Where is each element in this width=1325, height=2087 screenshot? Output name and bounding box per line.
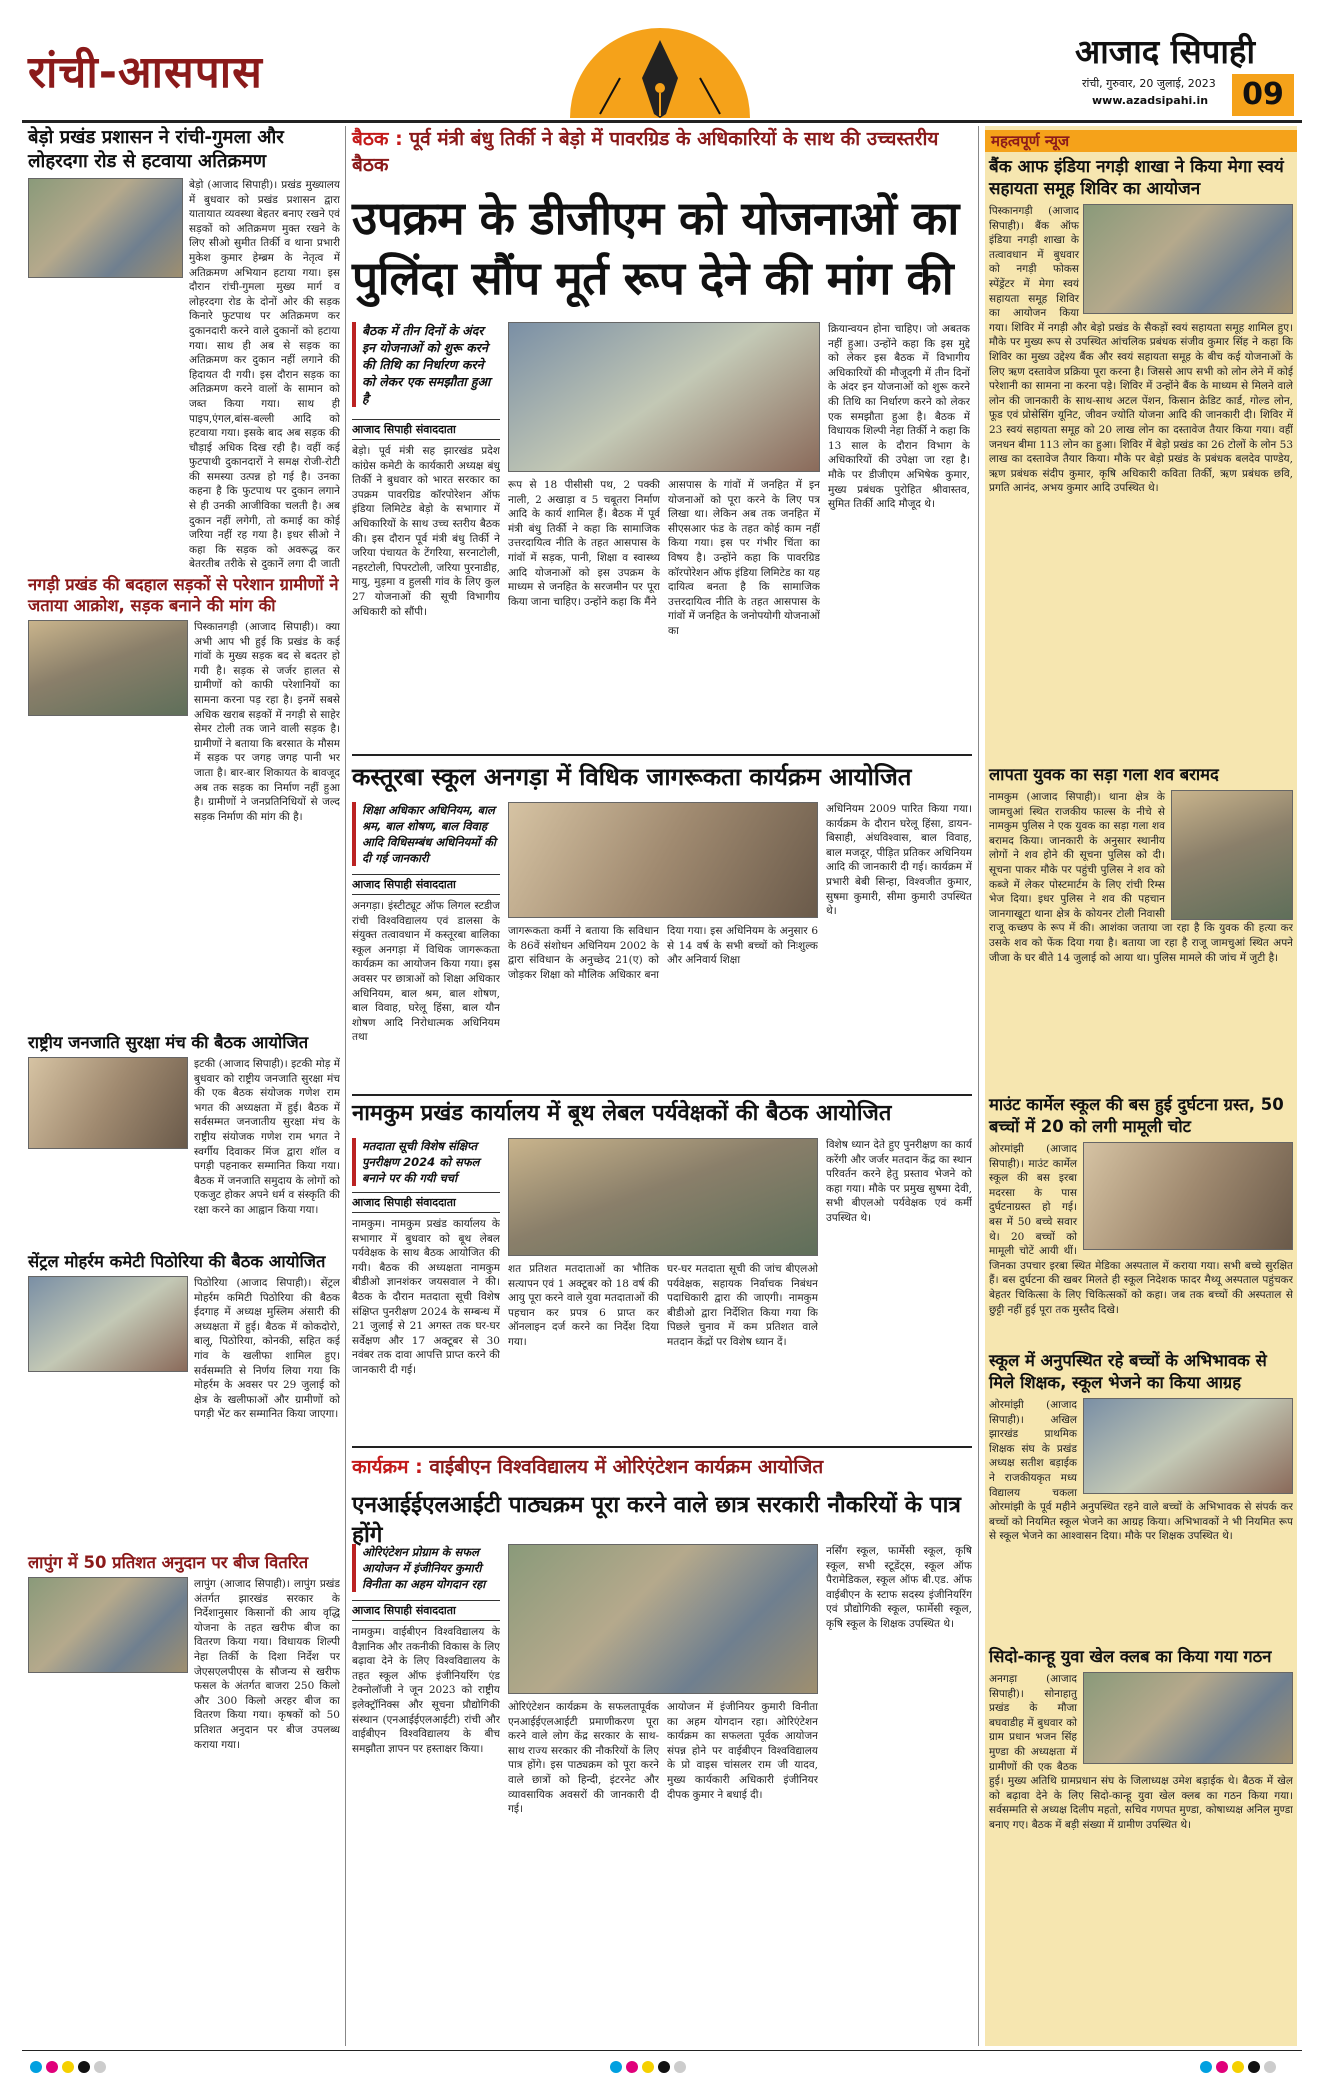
headline-vbu[interactable]: एनआईईएलआईटी पाठ्यक्रम पूरा करने वाले छात्र सरकारी नौकरियों के पात्र होंगे xyxy=(352,1492,961,1548)
body-kasturba-1: अनगड़ा। इंस्टीट्यूट ऑफ लिगल स्टडीज रांची विश्वविद्यालय एवं डालसा के संयुक्त तत्वावधान में कस्तूरबा बालिका स्कूल अनगड़ा में विधिक जागरूकता कार्यक्रम का आयोजन किया गया। इस अवसर पर छात्राओं को शिक्षा अधिकार अधिनियम, बाल श्रम, बाल शोषण, बाल विवाह, घरेलू हिंसा, बाल यौन शोषण आदि निरोधात्मक अधिनियम तथा xyxy=(352,900,500,1044)
body-vbu-4: नर्सिंग स्कूल, फार्मेसी स्कूल, कृषि स्कूल, सभी स्टूडेंट्स, स्कूल ऑफ पैरामेडिकल, स्कूल ऑफ बी.एड. ऑफ वाईबीएन के स्टाफ सदस्य इंजीनियरिंग एवं प्रौद्योगिकी स्कूल, फार्मेसी स्कूल, कृषि स्कूल के शिक्षक उपस्थित थे। xyxy=(826,1545,972,1630)
registration-marks-center xyxy=(610,2058,690,2077)
body-sports-club-text: अनगड़ा (आजाद सिपाही)। सोनाहातु प्रखंड के मौजा बघवाडीह में बुधवार को ग्राम प्रधान भजन सिंह मुण्डा की अध्यक्षता में ग्रामीणों की एक बैठक हुई। मुख्य अतिथि ग्रामप्रधान संघ के जिलाध्यक्ष उमेश बड़ाईक थे। बैठक में खेल को बढ़ावा देने के लिए सिदो-कान्हू युवा खेल क्लब का गठन किया गया। सर्वसम्मति से अध्यक्ष दिलीप महतो, सचिव गणपत मुण्डा, कोषाध्यक्ष अनिल मुण्डा बनाए गए। बैठक में बड़ी संख्या में ग्रामीण उपस्थित थे। xyxy=(989,1673,1293,1831)
photo-seed-distribution xyxy=(28,1577,188,1673)
kicker-label: बैठक : xyxy=(352,128,403,150)
kicker-vbu-label: कार्यक्रम : xyxy=(352,1456,423,1478)
body-powergrid-2: रूप से 18 पीसीसी पथ, 2 पक्की नाली, 2 अखाड़ा व 5 चबूतरा निर्माण आदि के कार्य शामिल हैं। बैठक में पूर्व मंत्री बंधु तिर्की ने कहा कि सामाजिक उत्तरदायित्व नीति के तहत आसपास के गांवों में सड़क, पानी, शिक्षा व स्वास्थ्य आदि योजनाओं को इस उपक्रम के माध्यम से जनहित के सरजमीन पर पूरा किया जाना चाहिए। उन्होंने कहा कि मैंने xyxy=(508,479,660,608)
body-vbu-1: नामकुम। वाईबीएन विश्वविद्यालय के वैज्ञानिक और तकनीकी विकास के लिए बढ़ावा देने के लिए विश्वविद्यालय के तहत स्कूल ऑफ इंजीनियरिंग एंड टेक्नोलॉजी ने जून 2023 को राष्ट्रीय इलेक्ट्रॉनिक्स और सूचना प्रौद्योगिकी संस्थान (एनआईईएलआईटी) रांची और वाईबीएन विश्वविद्यालय के बीच समझौता ज्ञापन पर हस्ताक्षर किया। xyxy=(352,1626,500,1755)
headline-nagdi-roads[interactable]: नगड़ी प्रखंड की बदहाल सड़कों से परेशान ग्रामीणों ने जताया आक्रोश, सड़क बनाने की मांग की xyxy=(28,575,339,615)
body-vbu-2: ओरिएंटेशन कार्यक्रम के सफलतापूर्वक एनआईईएलआईटी प्रमाणीकरण पूरा करने वाले लोग केंद्र सरकार के साथ-साथ राज्य सरकार की नौकरियों के लिए पात्र होंगे। इस पाठ्यक्रम को पूरा करने वाले छात्रों को हिन्दी, इंटरनेट और व्यावसायिक अवसरों की जानकारी दी गई। xyxy=(508,1701,659,1816)
pen-nib-logo-icon xyxy=(560,18,760,123)
body-boi-shg-text: पिस्कानगड़ी (आजाद सिपाही)। बैंक ऑफ इंडिया नगड़ी शाखा के तत्वावधान में बुधवार को नगड़ी फोकस स्पेंड्रेंटर में मेगा स्वयं सहायता समूह शिविर का आयोजन किया गया। शिविर में नगड़ी और बेड़ो प्रखंड के सैकड़ों स्वयं सहायता समूह शामिल हुए। मौके पर मुख्य रूप से उपस्थित आंचलिक प्रबंधक संजीव कुमार सिंह ने कहा कि शिविर का मुख्य उद्देश्य बैंक और स्वयं सहायता समूह के बीच कई योजनाओं के लिए ऋण दस्तावेज प्रक्रिया पूरा करना है। जिससे आप सभी को लोन लेने में कोई परेशानी का सामना ना करना पड़े। शिविर में उन्होंने बैंक के माध्यम से मिलने वाले लोन की जानकारी के साथ-साथ अटल पेंशन, किसान क्रेडिट कार्ड, गोल्ड लोन, फूड एवं प्रोसेसिंग यूनिट, जीवन ज्योति योजना आदि की जानकारी दी। शिविर में 23 स्वयं सहायता समूह को 20 लाख लोन का दस्तावेज तैयार किया गया। वहीं जनधन बीमा 113 लोन का हुआ। शिविर में बेड़ो प्रखंड का 26 टोलों के लोन 53 लाख का दस्तावेज तैयार किया। मौके पर बेड़ो प्रखंड के प्रबंधक बलदेव पाण्डेय, ऋण प्रबंधक संदीप कुमार, कृषि अधिकारी कविता तिर्की, ऋण प्रबंधक छवि, प्रगति आनंद, अभय कुमार आदि उपस्थित थे। xyxy=(989,205,1293,495)
headline-tribal-forum[interactable]: राष्ट्रीय जनजाति सुरक्षा मंच की बैठक आयोजित xyxy=(28,1033,309,1052)
divider-vbu xyxy=(352,1446,972,1448)
kicker-headline: पूर्व मंत्री बंधु तिर्की ने बेड़ो में पावरग्रिड के अधिकारियों के साथ की उच्चस्तरीय बैठक xyxy=(352,128,939,176)
byline-vbu: आजाद सिपाही संवाददाता xyxy=(352,1600,500,1621)
body-bus-accident xyxy=(989,1142,1293,1344)
divider-namkum xyxy=(352,1094,972,1096)
photo-tribal-forum xyxy=(28,1057,188,1149)
body-namkum-1: नामकुम। नामकुम प्रखंड कार्यालय के सभागार में बुधवार को बूथ लेबल पर्यवेक्षक के साथ बैठक आयोजित की गयी। बैठक की अध्यक्षता नामकुम बीडीओ ज्ञानशंकर जयसवाल ने की। बैठक के दौरान मतदाता सूची विशेष संक्षिप्त पुनरीक्षण 2024 के सम्बन्ध में 21 जुलाई से 21 अगस्त तक घर-घर सर्वेक्षण और 17 अक्टूबर से 30 नवंबर तक दावा आपत्ति प्राप्त करने की जानकारी दी गई। xyxy=(352,1218,500,1376)
column-left xyxy=(28,126,340,2046)
body-lapung-seeds: लापुंग (आजाद सिपाही)। लापुंग प्रखंड अंतर्गत झारखंड सरकार के निर्देशानुसार किसानों की आय वृद्धि योजना के तहत खरीफ बीज का वितरण किया गया। विधायक शिल्पी नेहा तिर्की के दिशा निर्देश पर जेएसएलपीएस के सौजन्य से खरीफ फसल के अंतर्गत बाजरा 250 किलो और 300 किलो अरहर बीज का वितरण किया गया। कृषकों को 50 प्रतिशत अनुदान पर बीज उपलब्ध कराया गया। xyxy=(194,1578,340,1751)
section-title: रांची-आसपास xyxy=(28,47,263,98)
body-powergrid-1: बेड़ो। पूर्व मंत्री सह झारखंड प्रदेश कांग्रेस कमेटी के कार्यकारी अध्यक्ष बंधु तिर्की ने बुधवार को भारत सरकार का उपक्रम पावरग्रिड कॉरपोरेशन ऑफ इंडिया लिमिटेड बेड़ो के सभागार में अधिकारियों के साथ उच्च स्तरीय बैठक की। इस दौरान पूर्व मंत्री बंधु तिर्की ने जरिया पंचायत के टेंगरिया, सरनाटोली, नहरटोली, पिपरटोली, जरिया पुरनाडीह, मायु, मुड़मा व हुलसी गांव के लिए कुल 27 योजनाओं की सूची विभागीय अधिकारी को सौंपी। xyxy=(352,445,500,618)
headline-missing-youth[interactable]: लापता युवक का सड़ा गला शव बरामद xyxy=(989,765,1219,784)
headline-bus-accident[interactable]: माउंट कार्मेल स्कूल की बस हुई दुर्घटना ग्रस्त, 50 बच्चों में 20 को लगी मामूली चोट xyxy=(989,1095,1284,1136)
main-headline[interactable]: उपक्रम के डीजीएम को योजनाओं का पुलिंदा सौंप मूर्त रूप देने की मांग की xyxy=(352,191,959,305)
footer-rule xyxy=(22,2050,1302,2051)
body-school-absent-text: ओरमांझी (आजाद सिपाही)। अखिल झारखंड प्राथमिक शिक्षक संघ के प्रखंड अध्यक्ष सतीश बड़ाईक ने राजकीयकृत मध्य विद्यालय चकला ओरमांझी के पूर्व महीने अनुपस्थित रहने वाले बच्चों के अभिभावक से संपर्क कर बच्चों को नियमित स्कूल भेजने का आग्रह किया। अभिभावकों ने भी नियमित रूप से स्कूल भेजने का आश्वासन दिया। मौके पर शिक्षक उपस्थित थे। xyxy=(989,1399,1293,1543)
kicker-vbu-headline: वाईबीएन विश्वविद्यालय में ओरिएंटेशन कार्यक्रम आयोजित xyxy=(429,1456,824,1478)
pull-quote-powergrid: बैठक में तीन दिनों के अंदर इन योजनाओं को शुरू करने की तिथि का निर्धारण करने को लेकर एक समझौता हुआ है xyxy=(352,322,500,407)
body-kasturba-2: जागरूकता कर्मी ने बताया कि सविधान के 86वें संशोधन अधिनियम 2002 के द्वारा संविधान के अनुच्छेद 21(ए) को जोड़कर शिक्षा को मौलिक अधिकार बना दिया गया। इस अधिनियम के अनुसार 6 से 14 वर्ष के सभी बच्चों को निःशुल्क और अनिवार्य शिक्षा xyxy=(508,925,818,981)
body-namkum-3: घर-घर मतदाता सूची की जांच बीएलओ पर्यवेक्षक, सहायक निर्वाचक निबंधन पदाधिकारी द्वारा की जाएगी। नामकुम बीडीओ द्वारा निर्देशित किया गया कि पिछले चुनाव में कम प्रतिशत वाले मतदान केंद्रों पर विशेष ध्यान दें। xyxy=(667,1263,818,1348)
photo-nagdi-road xyxy=(28,620,188,716)
pull-quote-kasturba: शिक्षा अधिकार अधिनियम, बाल श्रम, बाल शोषण, बाल विवाह आदि विधिसम्बंध अधिनियमों की दी गई जानकारी xyxy=(352,802,500,866)
important-news-box xyxy=(985,126,1297,2046)
center-block xyxy=(352,126,972,2046)
divider-kasturba xyxy=(352,754,972,756)
photo-school-absent xyxy=(1083,1398,1293,1494)
pull-quote-namkum: मतदाता सूची विशेष संक्षिप्त पुनरीक्षण 2024 को सफल बनाने पर की गयी चर्चा xyxy=(352,1138,500,1186)
column-divider-1 xyxy=(345,126,346,2046)
website-link[interactable]: www.azadsipahi.in xyxy=(1092,94,1209,107)
registration-marks-right xyxy=(1200,2058,1280,2077)
body-kasturba-3: अधिनियम 2009 पारित किया गया। कार्यक्रम के दौरान घरेलू हिंसा, डायन-बिसाही, अंधविश्वास, बाल विवाह, बाल मजदूर, पीड़ित प्रतिकर अधिनियम आदि की जानकारी दी गई। कार्यक्रम में प्रभारी बेबी सिन्हा, विश्वजीत कुमार, सुषमा कुमारी, सीमा कुमारी उपस्थित थे। xyxy=(826,803,972,918)
headline-muharram-committee[interactable]: सेंट्रल मोहर्रम कमेटी पिठोरिया की बैठक आयोजित xyxy=(28,1252,326,1271)
photo-sports-club xyxy=(1083,1672,1293,1764)
masthead-rule xyxy=(22,120,1302,123)
photo-bus-accident xyxy=(1083,1142,1293,1250)
body-missing-youth-text: नामकुम (आजाद सिपाही)। थाना क्षेत्र के जामचुआं स्थित राजकीय फाल्स के नीचे से नामकुम पुलिस ने एक युवक का सड़ा गला शव बरामद किया। जानकारी के अनुसार स्थानीय लोगों ने शव होने की सूचना पुलिस को दी। सूचना पाकर मौके पर पहुंची पुलिस ने शव को कब्जे में लेकर पोस्टमार्टम के लिए रांची रिम्स भेज दिया। इधर पुलिस ने शव की पहचान जानगाखूटा थाना क्षेत्र के कोयनर टोली निवासी राजू कच्छप के रूप में की। आशंका जताया जा रहा है कि युवक की हत्या कर उसके शव को फेंक दिया गया है। बताया जा रहा है राजू जामचुआं स्थित अपने जीजा के घर बीते 14 जुलाई को आया था। पुलिस मामले की जांच में जुटी है। xyxy=(989,791,1293,964)
page-number: 09 xyxy=(1232,74,1294,116)
body-tribal-forum: इटकी (आजाद सिपाही)। इटकी मोड़ में बुधवार को राष्ट्रीय जनजाति सुरक्षा मंच की एक बैठक संयोजक गणेश राम भगत की अध्यक्षता में हुई। बैठक में सर्वसम्मत जनजातीय सुरक्षा मंच के राष्ट्रीय संयोजक गणेश राम भगत ने स्वर्गीय दिवाकर मिंज द्वारा शॉल व पगड़ी पहनाकर सम्मानित किया गया। बैठक में जनजाति समुदाय के लोगों को एकजुट होकर अपने धर्म व संस्कृति की रक्षा करने का आह्वान किया गया। xyxy=(194,1058,340,1216)
photo-boi-camp xyxy=(1083,204,1293,314)
body-namkum-2: शत प्रतिशत मतदाताओं का भौतिक सत्यापन एवं 1 अक्टूबर को 18 वर्ष की आयु पूरा करने वाले युवा मतदाताओं की पहचान कर प्रपत्र 6 प्राप्त कर ऑनलाइन दर्ज करने का निर्देश दिया गया। xyxy=(508,1263,659,1348)
photo-namkum-meeting xyxy=(508,1138,818,1256)
body-vbu-3: आयोजन में इंजीनियर कुमारी विनीता का अहम योगदान रहा। ओरिएंटेशन कार्यक्रम का सफलता पूर्वक आयोजन संपन्न होने पर वाईबीएन विश्वविद्यालय के प्रो वाइस चांसलर राम जी यादव, मुख्य कार्यकारी अधिकारी इंजीनियर दीपक कुमार ने बधाई दी। xyxy=(667,1701,818,1801)
body-nagdi-roads: पिस्काऩगड़ी (आजाद सिपाही)। क्या अभी आप भी हुई कि प्रखंड के कई गांवों के मुख्य सड़क बद से बदतर हो गयी है। सड़क से जर्जर हालत से ग्रामीणों को काफी परेशानियों का सामना करना पड़ रहा है। इनमें सबसे अधिक खराब सड़कों में नगड़ी से साहेर सेमर टोली तक जाने वाली सड़क है। ग्रामीणों ने बताया कि बरसात के मौसम में सड़क पर जगह जगह पानी भर जाता है। बार-बार शिकायत के बावजूद अब तक सड़क का निर्माण नहीं हुआ है। ग्रामीणों ने जनप्रतिनिधियों से जल्द सड़क निर्माण की मांग की है। xyxy=(194,621,340,823)
headline-bedo-encroachment[interactable]: बेड़ो प्रखंड प्रशासन ने रांची-गुमला और लोहरदगा रोड से हटवाया अतिक्रमण xyxy=(28,127,284,172)
important-news-label: महत्वपूर्ण न्यूज xyxy=(985,130,1297,152)
column-right xyxy=(985,126,1297,2046)
photo-vbu-orientation xyxy=(508,1544,818,1694)
body-powergrid-3: आसपास के गांवों में जनहित में इन योजनाओं को पूरा करने के लिए पत्र लिखा था। लेकिन अब तक जनहित में सीएसआर फंड के तहत कोई काम नहीं किया गया। इस पर गंभीर चिंता का विषय है। उन्होंने कहा कि पावरग्रिड कॉरपोरेशन ऑफ इंडिया लिमिटेड का यह दायित्व बनता है कि सामाजिक उत्तरदायित्व नीति के तहत आसपास के गांवों में जनहित के जनोपयोगी योजनाओं का xyxy=(668,479,820,637)
headline-kasturba[interactable]: कस्तूरबा स्कूल अनगड़ा में विधिक जागरूकता कार्यक्रम आयोजित xyxy=(352,763,912,791)
headline-namkum-blo[interactable]: नामकुम प्रखंड कार्यालय में बूथ लेबल पर्यवेक्षकों की बैठक आयोजित xyxy=(352,1101,892,1126)
photo-encroachment xyxy=(28,178,183,278)
body-muharram-committee: पिठोरिया (आजाद सिपाही)। सेंट्रल मोहर्रम कमिटी पिठोरिया की बैठक ईदगाह में अध्यक्ष मुस्लिम अंसारी की अध्यक्षता में हुई। बैठक में कोकदोरो, बालू, पिठोरिया, कोनकी, सहित कई गांव के खलीफा शामिल हुए। सर्वसम्मति से निर्णय लिया गया कि मोहर्रम के अवसर पर 29 जुलाई को क्षेत्र के खलीफाओं और ग्रामीणों को पगड़ी भेंट कर सम्मानित किया जाएगा। xyxy=(194,1277,340,1421)
registration-marks-left xyxy=(30,2058,110,2077)
body-missing-youth xyxy=(989,790,1293,1090)
headline-lapung-seeds[interactable]: लापुंग में 50 प्रतिशत अनुदान पर बीज वितरित xyxy=(28,1553,309,1572)
kicker-vbu xyxy=(352,1454,972,1480)
headline-school-absent[interactable]: स्कूल में अनुपस्थित रहे बच्चों के अभिभावक से मिले शिक्षक, स्कूल भेजने का किया आग्रह xyxy=(989,1351,1267,1392)
body-bedo-encroachment: बेड़ो (आजाद सिपाही)। प्रखंड मुख्यालय में बुधवार को प्रखंड प्रशासन द्वारा यातायात व्यवस्था बेहतर बनाए रखने एवं सड़कों को अतिक्रमण मुक्त रखने के लिए सीओ सुमीत तिर्की व थाना प्रभारी मुकेश कुमार हेम्ब्रम के नेतृत्व में अतिक्रमण अभियान हटाया गया। इस दौरान रांची-गुमला मुख्य मार्ग व लोहरदगा रोड के दोनों ओर की सड़क किनारे फुटपाथ पर अतिक्रमण कर दुकानदारी करने वाले दुकानों को हटाया गया। साथ ही अब से सड़क का अतिक्रमण कर दुकान नहीं लगाने की हिदायत दी गयी। इस दौरान सड़क का अतिक्रमण करने वालों के सामान को जब्त किया गया। साथ ही पाइप,एंगल,बांस-बल्ली आदि को हटवाया गया। इसके बाद अब सड़क की चौड़ाई अधिक दिख रही है। वहीं कई फुटपाथी दुकानदारों ने समक्ष रोजी-रोटी की समस्या उत्पन्न हो गई है। उनका कहना है कि फुटपाथ पर दुकान लगाने से ही उनकी आजीविका चलती है। अब दुकान नहीं लगेगी, तो कमाई का कोई जरिया नहीं रह गया है। इधर सीओ ने कहा कि सड़क को अवरूद्ध कर बेतरतीब तरीके से दुकानें लगा दी जाती xyxy=(189,179,340,570)
dateline: रांची, गुरुवार, 20 जुलाई, 2023 xyxy=(1082,77,1216,90)
body-namkum-4: विशेष ध्यान देते हुए पुनरीक्षण का कार्य करेंगी और जर्जर मतदान केंद्र का स्थान परिवर्तन करने हेतु प्रस्ताव भेजने को कहा गया। मौके पर प्रमुख सुषमा देवी, सभी बीएलओ पर्यवेक्षक एवं कर्मी उपस्थित थे। xyxy=(826,1139,972,1224)
body-powergrid-4: क्रियान्वयन होना चाहिए। जो अबतक नहीं हुआ। उन्होंने कहा कि इस मुद्दे को लेकर इस बैठक में विभागीय अधिकारियों की मौजूदगी में तीन दिनों के अंदर इन योजनाओं को शुरू करने की तिथि का निर्धारण करने को लेकर एक समझौता हुआ है। बैठक में विधायक शिल्पी नेहा तिर्की ने कहा कि 13 साल के दौरान विभाग के अधिकारियों की उपेक्षा जा रहा है। मौके पर डीजीएम अभिषेक कुमार, मुख्य प्रबंधक पुरोहित श्रीवास्तव, सुमित तिर्की आदि मौजूद थे। xyxy=(828,323,970,511)
byline-powergrid: आजाद सिपाही संवाददाता xyxy=(352,419,500,440)
pull-quote-vbu: ओरिएंटेशन प्रोग्राम के सफल आयोजन में इंजीनियर कुमारी विनीता का अहम योगदान रहा xyxy=(352,1544,500,1592)
byline-kasturba: आजाद सिपाही संवाददाता xyxy=(352,874,500,895)
photo-missing-youth xyxy=(1171,790,1293,920)
photo-powergrid-meeting xyxy=(508,322,820,472)
body-bus-accident-text: ओरमांझी (आजाद सिपाही)। माउंट कार्मेल स्कूल की बस इरबा मदरसा के पास दुर्घटनाग्रस्त हो गई। बस में 50 बच्चे सवार थे। 20 बच्चों को मामूली चोटें आयी थीं। जिनका उपचार इरबा स्थित मेडिका अस्पताल में कराया गया। सभी बच्चे सुरक्षित हैं। बस दुर्घटना की खबर मिलते ही स्कूल निदेशक फादर मैथ्यू अस्पताल पहुंचकर बेहतर चिकित्सा के लिए चिकित्सकों को कहा। जब तक बच्चों की अस्पताल से छुट्टी नहीं हुई पूरा तक मुस्तैद दिखे। xyxy=(989,1143,1293,1316)
photo-muharram-meeting xyxy=(28,1276,188,1372)
headline-boi-shg[interactable]: बैंक आफ इंडिया नगड़ी शाखा ने किया मेगा स्वयं सहायता समूह शिविर का आयोजन xyxy=(989,157,1284,199)
kicker-powergrid xyxy=(352,126,972,178)
photo-kasturba-students xyxy=(508,802,818,918)
body-school-absent xyxy=(989,1398,1293,1642)
byline-namkum: आजाद सिपाही संवाददाता xyxy=(352,1192,500,1213)
newspaper-name: आजाद सिपाही xyxy=(1075,32,1255,71)
column-divider-2 xyxy=(978,126,979,2046)
body-sports-club xyxy=(989,1672,1293,1934)
headline-sports-club[interactable]: सिदो-कान्हू युवा खेल क्लब का किया गया गठन xyxy=(989,1647,1272,1666)
